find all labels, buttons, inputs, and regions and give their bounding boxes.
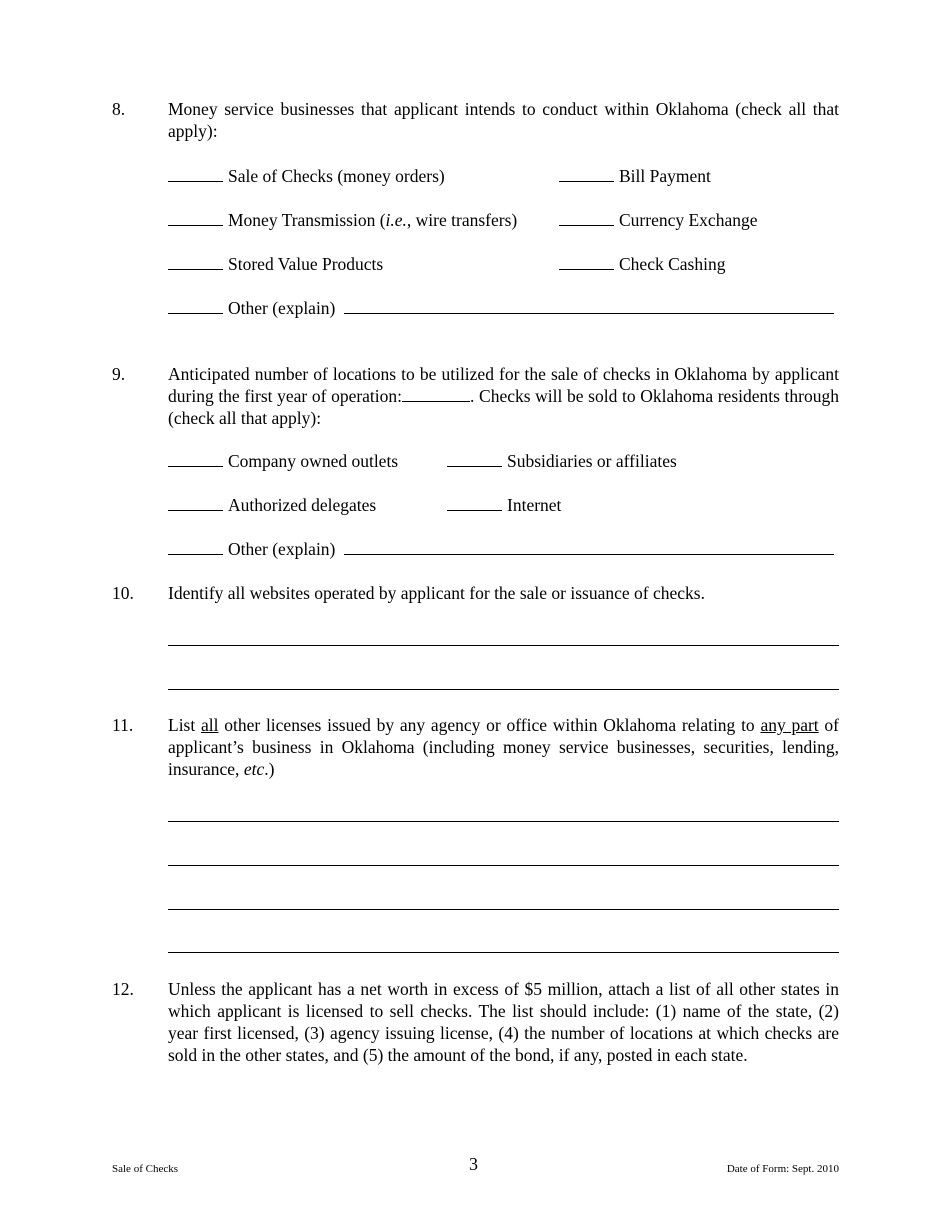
q12-text: Unless the applicant has a net worth in excess of $5 million, attach a list of all other states in which applicant is licensed to sell checks. The list should include: (1) name of the state, (2) year first licensed, (3) agency issuing license, (4) the number of locations at which checks are sold in the other states, and (5) the amount of the bond, if any, posted in each state. (168, 979, 839, 1065)
q11-answer-line[interactable] (168, 952, 839, 953)
q9-option-internet[interactable]: Internet (447, 494, 561, 516)
checkbox-blank[interactable] (168, 494, 223, 511)
q8-option-money-transmission[interactable]: Money Transmission (i.e., wire transfers) (168, 209, 517, 231)
q9-option-company-owned[interactable]: Company owned outlets (168, 450, 398, 472)
q12-number: 12. (112, 979, 134, 999)
checkbox-blank[interactable] (447, 450, 502, 467)
locations-count-blank[interactable] (402, 385, 470, 402)
checkbox-blank[interactable] (168, 538, 223, 555)
q9-other-explain-line[interactable] (344, 538, 834, 555)
q9-option-other[interactable]: Other (explain) (168, 538, 834, 560)
footer-form-name: Sale of Checks (112, 1163, 178, 1175)
checkbox-blank[interactable] (168, 297, 223, 314)
q9-option-authorized-delegates[interactable]: Authorized delegates (168, 494, 376, 516)
q9-text: Anticipated number of locations to be utilized for the sale of checks in Oklahoma by applicant during the first year of operation: . Checks will be sold to Oklahoma residents through (check all that apply): (168, 364, 839, 428)
q8-other-explain-line[interactable] (344, 297, 834, 314)
checkbox-blank[interactable] (168, 209, 223, 226)
q11-number: 11. (112, 715, 134, 735)
footer-form-date: Date of Form: Sept. 2010 (726, 1163, 839, 1175)
q10-number: 10. (112, 583, 134, 603)
q8-option-stored-value[interactable]: Stored Value Products (168, 253, 383, 275)
checkbox-blank[interactable] (447, 494, 502, 511)
q11-answer-line[interactable] (168, 909, 839, 910)
q8-text: Money service businesses that applicant intends to conduct within Oklahoma (check all that apply): (168, 99, 839, 141)
q11-answer-line[interactable] (168, 821, 839, 822)
q10-answer-line[interactable] (168, 645, 839, 646)
checkbox-blank[interactable] (168, 253, 223, 270)
checkbox-blank[interactable] (559, 209, 614, 226)
q8-option-currency-exchange[interactable]: Currency Exchange (559, 209, 757, 231)
q8-number: 8. (112, 99, 126, 119)
q11-text: List all other licenses issued by any agency or office within Oklahoma relating to any part of applicant’s business in Oklahoma (including money service businesses, securities, lending, insurance, etc.) (168, 715, 840, 779)
q10-answer-line[interactable] (168, 689, 839, 690)
checkbox-blank[interactable] (559, 253, 614, 270)
q10-text: Identify all websites operated by applicant for the sale or issuance of checks. (168, 583, 705, 603)
q11-answer-line[interactable] (168, 865, 839, 866)
checkbox-blank[interactable] (168, 450, 223, 467)
q9-number: 9. (112, 364, 126, 384)
q9-option-subsidiaries[interactable]: Subsidiaries or affiliates (447, 450, 677, 472)
page-number: 3 (469, 1154, 478, 1174)
checkbox-blank[interactable] (168, 165, 223, 182)
q8-option-sale-of-checks[interactable]: Sale of Checks (money orders) (168, 165, 445, 187)
q8-option-check-cashing[interactable]: Check Cashing (559, 253, 725, 275)
q8-option-bill-payment[interactable]: Bill Payment (559, 165, 711, 187)
checkbox-blank[interactable] (559, 165, 614, 182)
q8-option-other[interactable]: Other (explain) (168, 297, 834, 319)
